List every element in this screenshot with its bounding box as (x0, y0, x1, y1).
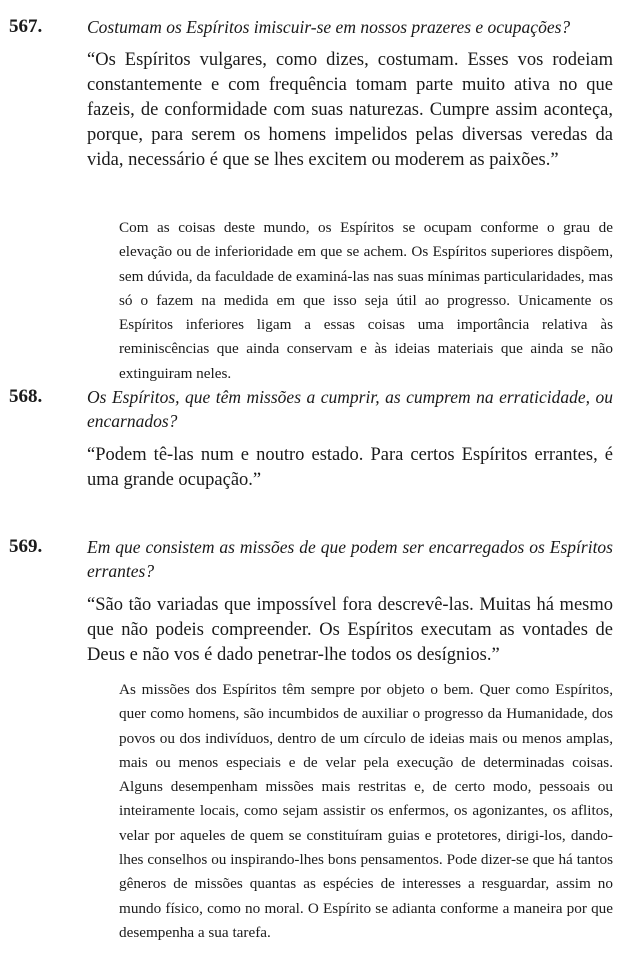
commentary-text: As missões dos Espíritos têm sempre por objeto o bem. Quer como Espíritos, quer como homens, são incumbidos de auxiliar o progresso da Humanidade, dos povos ou dos indivíduos, dentro de um círculo de ideias mais ou menos amplas, mais ou menos especiais e de velar pela execução de determinadas coisas. Alguns desempenham missões mais restritas e, de certo modo, pessoais ou inteiramente locais, como sejam assistir os enfermos, os agonizantes, os aflitos, velar por aqueles de quem se constituíram guias e protetores, dirigi-los, dando-lhes conselhos ou inspirando-lhes bons pensamentos. Pode dizer-se que há tantos gêneros de missões quantas as espécies de interesses a resguardar, assim no mundo físico, como no moral. O Espírito se adianta conforme a maneira por que desempenha a sua tarefa. (119, 681, 613, 941)
question-text: Em que consistem as missões de que podem ser encarregados os Espíritos errantes? (87, 537, 613, 581)
question-text: Os Espíritos, que têm missões a cumprir, as cumprem na erraticidade, ou encarnados? (87, 387, 613, 431)
question-number: 567. (9, 16, 43, 37)
answer-text: “Os Espíritos vulgares, como dizes, costumam. Esses vos rodeiam constantemente e com frequência tomam parte muito ativa no que fazeis, de conformidade com suas naturezas. Cumpre assim aconteça, porque, para serem os homens impelidos pelas diversas veredas da vida, necessário é que se lhes excitem ou moderem as paixões.” (87, 50, 613, 170)
answer-text: “São tão variadas que impossível fora descrevê-las. Muitas há mesmo que não podeis compreender. Os Espíritos executam as vontades de Deus e não vos é dado penetrar-lhe todos os desígnios.” (87, 595, 613, 665)
question-number: 569. (9, 536, 43, 557)
question-text: Costumam os Espíritos imiscuir-se em nossos prazeres e ocupações? (87, 17, 571, 37)
question-number: 568. (9, 386, 43, 407)
answer-text: “Podem tê-las num e noutro estado. Para certos Espíritos errantes, é uma grande ocupação.” (87, 445, 613, 490)
commentary-text: Com as coisas deste mundo, os Espíritos se ocupam conforme o grau de elevação ou de inferioridade em que se achem. Os Espíritos superiores dispõem, sem dúvida, da faculdade de examiná-las nas suas mínimas particularidades, mas só o fazem na medida em que isso seja útil ao progresso. Unicamente os Espíritos inferiores ligam a essas coisas uma importância relativa às reminiscências que ainda conservam e às ideias materiais que ainda se não extinguiram neles. (119, 219, 613, 382)
